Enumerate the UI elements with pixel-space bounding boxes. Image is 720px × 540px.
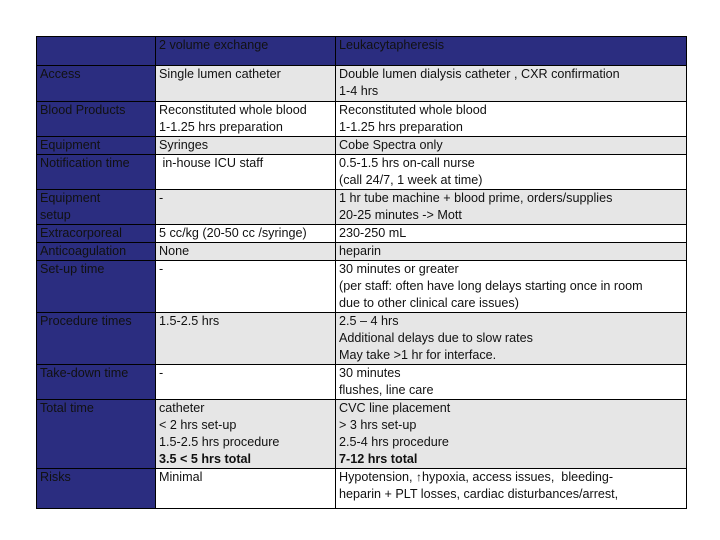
cell-text: 30 minutes xyxy=(339,366,401,380)
row-label xyxy=(37,155,156,190)
cell-text: (call 24/7, 1 week at time) xyxy=(339,173,483,187)
row-label xyxy=(37,469,156,509)
leuka-cell xyxy=(336,243,687,261)
row-risks xyxy=(37,469,687,509)
leuka-cell xyxy=(336,313,687,365)
cell-text: (per staff: often have long delays starting once in room xyxy=(339,279,643,293)
exchange-cell xyxy=(156,137,336,155)
header-row xyxy=(37,37,687,66)
cell-text: due to other clinical care issues) xyxy=(339,296,519,310)
label-text: Procedure times xyxy=(40,314,132,328)
row-label xyxy=(37,261,156,313)
row-take-down-time xyxy=(37,365,687,400)
cell-text: May take >1 hr for interface. xyxy=(339,348,497,362)
label-text: setup xyxy=(40,208,71,222)
cell-text: 2.5 – 4 hrs xyxy=(339,314,399,328)
leuka-cell xyxy=(336,365,687,400)
row-label xyxy=(37,225,156,243)
label-text: Extracorporeal xyxy=(40,226,122,240)
exchange-cell xyxy=(156,225,336,243)
cell-text: Single lumen catheter xyxy=(159,67,281,81)
row-extracorporeal xyxy=(37,225,687,243)
row-procedure-times xyxy=(37,313,687,365)
exchange-cell xyxy=(156,400,336,469)
exchange-cell xyxy=(156,261,336,313)
label-text: Risks xyxy=(40,470,71,484)
row-anticoagulation xyxy=(37,243,687,261)
row-label xyxy=(37,365,156,400)
label-text: Equipment xyxy=(40,191,101,205)
row-notification-time xyxy=(37,155,687,190)
cell-text: 1.5-2.5 hrs xyxy=(159,314,220,328)
label-text: Blood Products xyxy=(40,103,126,117)
cell-text: 230-250 mL xyxy=(339,226,407,240)
cell-text: 20-25 minutes -> Mott xyxy=(339,208,462,222)
total-summary: 3.5 < 5 hrs total xyxy=(159,452,252,466)
leuka-cell xyxy=(336,66,687,102)
header-2-volume-exchange: 2 volume exchange xyxy=(156,37,336,66)
cell-text: Hypotension, xyxy=(339,470,417,484)
exchange-cell xyxy=(156,365,336,400)
row-label xyxy=(37,66,156,102)
cell-text: - xyxy=(159,262,164,276)
cell-text: 1 hr tube machine + blood prime, orders/supplies xyxy=(339,191,613,205)
leuka-cell xyxy=(336,190,687,225)
cell-text: Reconstituted whole blood xyxy=(339,103,487,117)
leuka-cell xyxy=(336,137,687,155)
leuka-cell xyxy=(336,225,687,243)
cell-text: CVC line placement xyxy=(339,401,451,415)
row-equipment-setup xyxy=(37,190,687,225)
cell-text: Minimal xyxy=(159,470,203,484)
leuka-cell xyxy=(336,155,687,190)
exchange-cell xyxy=(156,102,336,137)
cell-text: Cobe Spectra only xyxy=(339,138,443,152)
row-label xyxy=(37,137,156,155)
cell-text: 1.5-2.5 hrs procedure xyxy=(159,435,280,449)
cell-text: hypoxia, access issues, bleeding- xyxy=(422,470,614,484)
cell-text: > 3 hrs set-up xyxy=(339,418,417,432)
cell-text: in-house ICU staff xyxy=(159,156,264,170)
cell-text: 0.5-1.5 hrs on-call nurse xyxy=(339,156,475,170)
row-access xyxy=(37,66,687,102)
cell-text: heparin xyxy=(339,244,382,258)
label-text: Notification time xyxy=(40,156,130,170)
exchange-cell xyxy=(156,313,336,365)
cell-text: None xyxy=(159,244,190,258)
cell-text: catheter xyxy=(159,401,205,415)
row-set-up-time xyxy=(37,261,687,313)
comparison-table xyxy=(36,36,687,509)
label-text: Total time xyxy=(40,401,94,415)
label-text: Set-up time xyxy=(40,262,105,276)
exchange-cell xyxy=(156,243,336,261)
cell-text: heparin + PLT losses, cardiac disturbances/arrest, xyxy=(339,487,619,501)
cell-text: - xyxy=(159,366,164,380)
cell-text: Syringes xyxy=(159,138,208,152)
row-label xyxy=(37,102,156,137)
cell-text: flushes, line care xyxy=(339,383,434,397)
exchange-cell xyxy=(156,190,336,225)
cell-text: 5 cc/kg (20-50 cc /syringe) xyxy=(159,226,307,240)
label-text: Take-down time xyxy=(40,366,129,380)
label-text: Access xyxy=(40,67,81,81)
cell-text: 1-1.25 hrs preparation xyxy=(159,120,283,134)
row-label xyxy=(37,313,156,365)
exchange-cell xyxy=(156,469,336,509)
leuka-cell xyxy=(336,400,687,469)
row-total-time xyxy=(37,400,687,469)
cell-text: Reconstituted whole blood xyxy=(159,103,307,117)
exchange-cell xyxy=(156,66,336,102)
row-label xyxy=(37,190,156,225)
row-label xyxy=(37,400,156,469)
label-text: Anticoagulation xyxy=(40,244,127,258)
header-leukacytapheresis: Leukacytapheresis xyxy=(336,37,687,66)
label-text: Equipment xyxy=(40,138,101,152)
cell-text: Double lumen dialysis catheter , CXR confirmation xyxy=(339,67,620,81)
leuka-cell xyxy=(336,102,687,137)
leuka-cell xyxy=(336,261,687,313)
cell-text: 30 minutes or greater xyxy=(339,262,459,276)
row-label xyxy=(37,243,156,261)
cell-text: < 2 hrs set-up xyxy=(159,418,237,432)
exchange-cell xyxy=(156,155,336,190)
leuka-cell xyxy=(336,469,687,509)
cell-text: 1-1.25 hrs preparation xyxy=(339,120,463,134)
cell-text: 2.5-4 hrs procedure xyxy=(339,435,449,449)
total-summary: 7-12 hrs total xyxy=(339,452,418,466)
cell-text: Additional delays due to slow rates xyxy=(339,331,533,345)
cell-text: 1-4 hrs xyxy=(339,84,379,98)
up-arrow-icon: ↑ xyxy=(416,470,423,484)
header-corner xyxy=(37,37,156,66)
cell-text: - xyxy=(159,191,164,205)
row-blood-products xyxy=(37,102,687,137)
row-equipment xyxy=(37,137,687,155)
